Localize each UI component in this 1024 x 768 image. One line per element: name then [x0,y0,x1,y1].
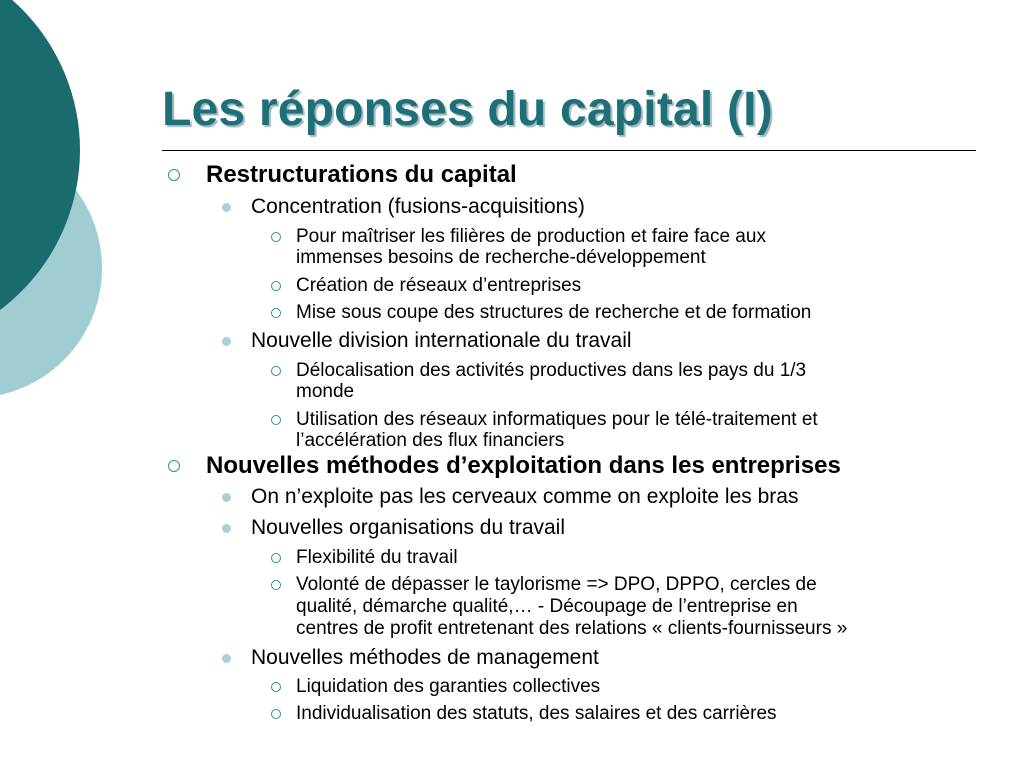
small-circle-bullet-icon [271,553,281,563]
filled-circle-bullet-icon [222,337,231,346]
section-heading: Restructurations du capital [206,161,517,188]
sub-list-item-continuation: immenses besoins de recherche-développement [296,247,706,268]
sub-list-item: Utilisation des réseaux informatiques pour le télé-traitement et [296,409,818,430]
sub-list-item: Mise sous coupe des structures de recherche et de formation [296,302,812,323]
small-circle-bullet-icon [271,709,281,719]
list-item: Nouvelle division internationale du travail [251,329,632,352]
small-circle-bullet-icon [271,580,281,590]
filled-circle-bullet-icon [222,524,231,533]
hollow-circle-bullet-icon [168,169,180,181]
filled-circle-bullet-icon [222,493,231,502]
hollow-circle-bullet-icon [168,460,180,472]
small-circle-bullet-icon [271,232,281,242]
filled-circle-bullet-icon [222,654,231,663]
sub-list-item-continuation: qualité, démarche qualité,… - Découpage de l’entreprise en [296,596,798,617]
list-item: Concentration (fusions-acquisitions) [251,195,585,218]
section-heading: Nouvelles méthodes d’exploitation dans les entreprises [206,452,841,479]
sub-list-item-continuation: centres de profit entretenant des relations « clients-fournisseurs » [296,618,848,639]
list-item: On n’exploite pas les cerveaux comme on exploite les bras [251,485,799,508]
small-circle-bullet-icon [271,682,281,692]
title-divider [162,150,976,151]
sub-list-item: Volonté de dépasser le taylorisme => DPO, DPPO, cercles de [296,574,817,595]
decorative-circles [0,0,110,400]
small-circle-bullet-icon [271,308,281,318]
sub-list-item: Flexibilité du travail [296,547,458,568]
sub-list-item: Liquidation des garanties collectives [296,676,601,697]
list-item: Nouvelles organisations du travail [251,516,566,539]
sub-list-item: Création de réseaux d’entreprises [296,275,582,296]
sub-list-item: Délocalisation des activités productives dans les pays du 1/3 [296,360,807,381]
sub-list-item: Individualisation des statuts, des salaires et des carrières [296,703,777,724]
list-item: Nouvelles méthodes de management [251,646,599,669]
small-circle-bullet-icon [271,281,281,291]
sub-list-item-continuation: l’accélération des flux financiers [296,430,565,451]
small-circle-bullet-icon [271,366,281,376]
small-circle-bullet-icon [271,415,281,425]
slide-title: Les réponses du capital (I) [162,83,773,136]
sub-list-item-continuation: monde [296,381,355,402]
sub-list-item: Pour maîtriser les filières de production et faire face aux [296,226,766,247]
filled-circle-bullet-icon [222,203,231,212]
